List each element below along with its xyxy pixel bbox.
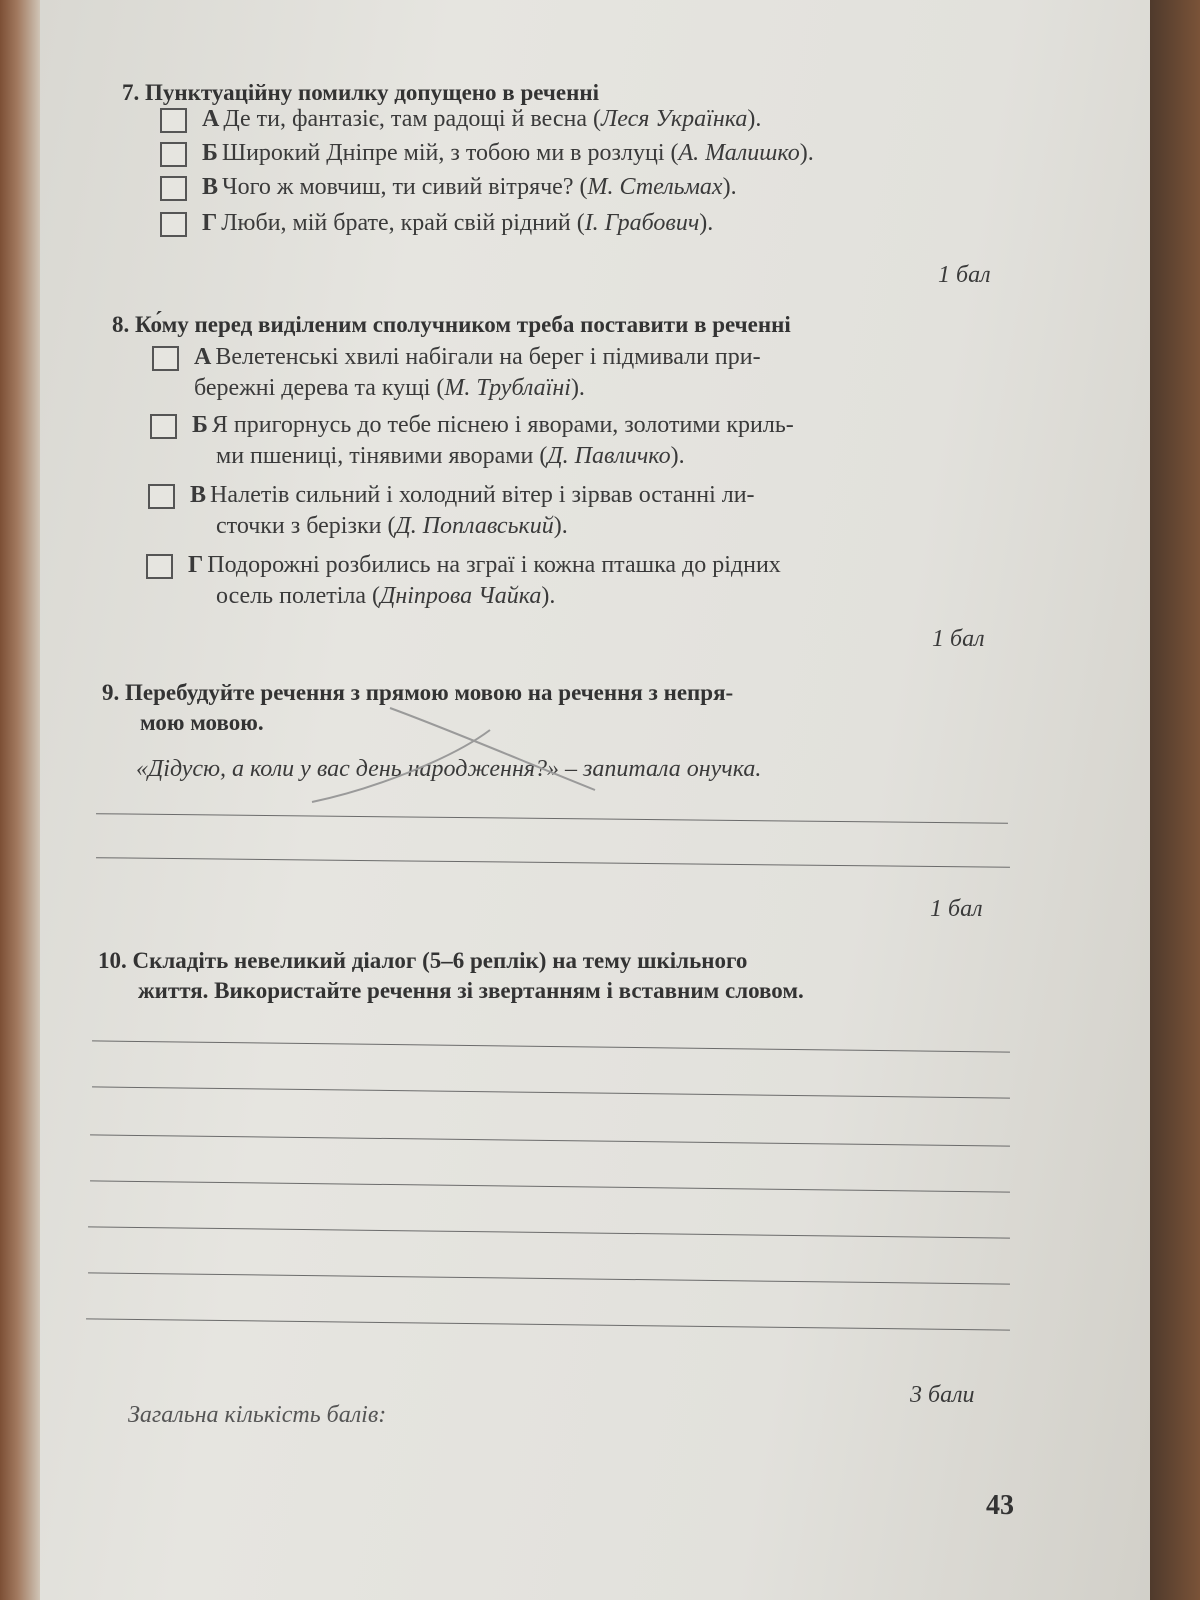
q8-score: 1 бал xyxy=(932,626,985,652)
answer-line[interactable] xyxy=(90,1134,1010,1146)
q8-option-b: Б Я пригорнусь до тебе піснею і яворами, золотими криль- ми пшениці, тінявими яворами (Д. Павличко). xyxy=(192,412,794,469)
q7-option-b: Б Широкий Дніпре мій, з тобою ми в розлуці (А. Малишко). xyxy=(202,140,814,166)
question-8-title: 8. Ко́му перед виділеним сполучником треба поставити в реченні xyxy=(112,312,791,337)
question-9-title: 9. Перебудуйте речення з прямою мовою на речення з непря- мою мовою. xyxy=(102,680,734,735)
right-background xyxy=(1150,0,1200,1600)
answer-line[interactable] xyxy=(90,1180,1010,1192)
q7-option-c: В Чого ж мовчиш, ти сивий вітряче? (М. Стельмах). xyxy=(202,174,737,200)
question-7-title: 7. Пунктуаційну помилку допущено в реченні xyxy=(122,80,599,105)
q7-checkbox-c[interactable] xyxy=(160,176,187,201)
q8-checkbox-b[interactable] xyxy=(150,414,177,439)
q10-score: 3 бали xyxy=(910,1382,975,1408)
answer-line[interactable] xyxy=(92,1086,1010,1098)
q7-option-d: Г Люби, мій брате, край свій рідний (І. Грабович). xyxy=(202,210,714,236)
question-10-title: 10. Складіть невеликий діалог (5–6 реплік) на тему шкільного життя. Використайте речення зі звертанням і вставним словом. xyxy=(98,948,804,1003)
answer-line[interactable] xyxy=(96,813,1008,824)
answer-line[interactable] xyxy=(92,1040,1010,1052)
q8-checkbox-a[interactable] xyxy=(152,346,179,371)
q7-score: 1 бал xyxy=(938,262,991,288)
workbook-page xyxy=(40,0,1150,1600)
q8-checkbox-d[interactable] xyxy=(146,554,173,579)
q8-option-a: А Велетенські хвилі набігали на берег і підмивали при- бережні дерева та кущі (М. Трублаїні). xyxy=(194,344,761,401)
q8-option-c: В Налетів сильний і холодний вітер і зірвав останні ли- сточки з берізки (Д. Поплавський). xyxy=(190,482,755,539)
q8-checkbox-c[interactable] xyxy=(148,484,175,509)
q7-checkbox-b[interactable] xyxy=(160,142,187,167)
q9-quote: «Дідусю, а коли у вас день народження?» – запитала онучка. xyxy=(136,756,762,782)
answer-line[interactable] xyxy=(86,1318,1010,1330)
page-number: 43 xyxy=(986,1490,1014,1521)
pencil-cross-mark xyxy=(310,690,610,810)
answer-line[interactable] xyxy=(88,1272,1010,1284)
answer-line[interactable] xyxy=(96,857,1010,868)
q7-option-a: А Де ти, фантазіє, там радощі й весна (Леся Українка). xyxy=(202,106,762,132)
q9-score: 1 бал xyxy=(930,896,983,922)
q7-checkbox-a[interactable] xyxy=(160,108,187,133)
q7-checkbox-d[interactable] xyxy=(160,212,187,237)
answer-line[interactable] xyxy=(88,1226,1010,1238)
q8-option-d: Г Подорожні розбились на зграї і кожна пташка до рідних осель полетіла (Дніпрова Чайка). xyxy=(188,552,781,609)
left-page-edge xyxy=(0,0,44,1600)
total-score-label: Загальна кількість балів: xyxy=(128,1402,387,1428)
